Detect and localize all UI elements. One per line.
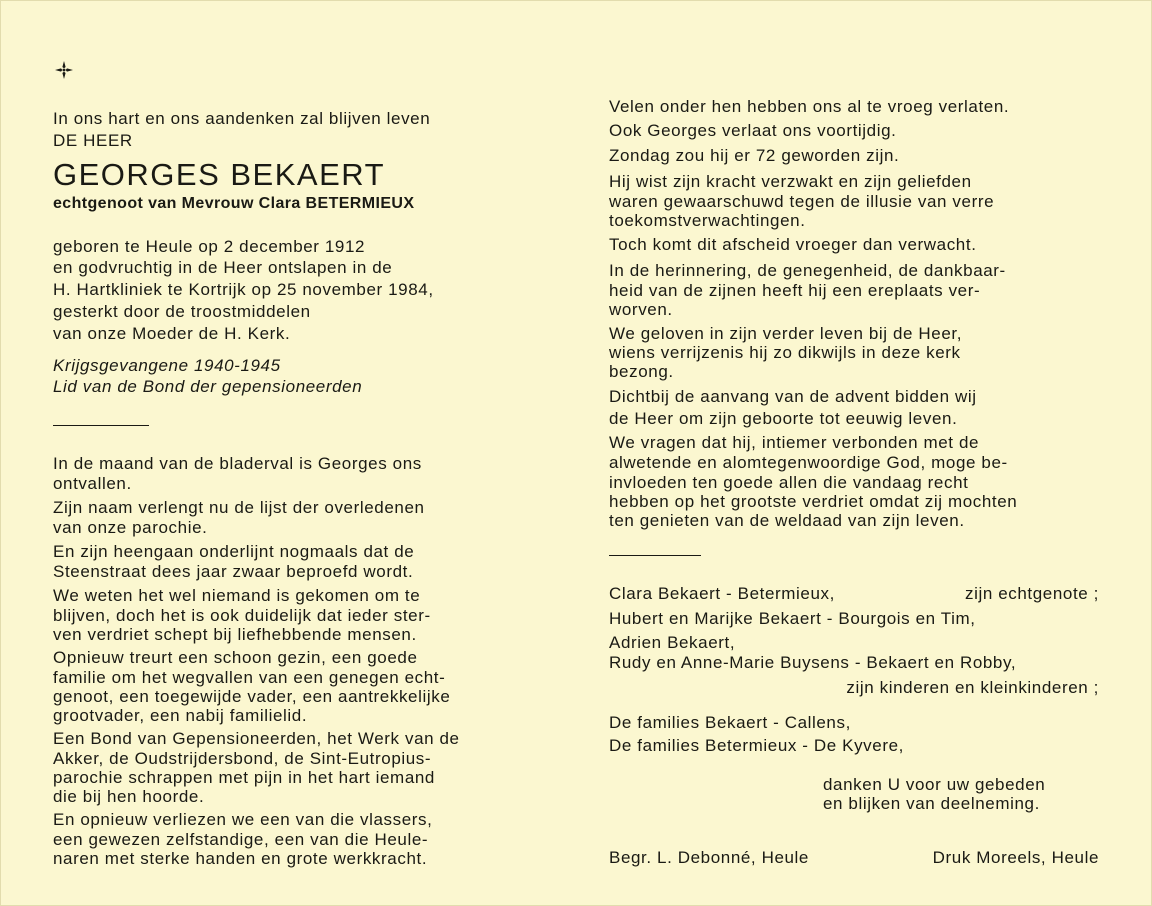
title-prefix: DE HEER <box>53 131 133 150</box>
text-line: wiens verrijzenis hij zo dikwijls in deze kerk <box>609 343 961 362</box>
text-line: Opnieuw treurt een schoon gezin, een goede <box>53 648 418 667</box>
text-line: van onze parochie. <box>53 518 208 537</box>
divider <box>53 425 149 426</box>
bio-line: H. Hartkliniek te Kortrijk op 25 november 1984, <box>53 280 434 299</box>
text-line: We vragen dat hij, intiemer verbonden met de <box>609 433 980 452</box>
text-line: Velen onder hen hebben ons al te vroeg verlaten. <box>609 97 1010 116</box>
text-line: toekomstverwachtingen. <box>609 211 806 230</box>
text-line: En opnieuw verliezen we een van die vlassers, <box>53 810 433 829</box>
text-line: waren gewaarschuwd tegen de illusie van verre <box>609 192 995 211</box>
intro-line: In ons hart en ons aandenken zal blijven leven <box>53 109 431 128</box>
text-line: Ook Georges verlaat ons voortijdig. <box>609 121 897 140</box>
text-line: die bij hen hoorde. <box>53 787 205 806</box>
text-line: heid van de zijnen heeft hij een ereplaats ver- <box>609 281 981 300</box>
text-line: ten genieten van de weldaad van zijn leven. <box>609 511 965 530</box>
thanks-line: en blijken van deelneming. <box>823 794 1040 813</box>
spouse-line: echtgenoot van Mevrouw Clara BETERMIEUX <box>53 195 415 212</box>
text-line: We weten het wel niemand is gekomen om te <box>53 586 421 605</box>
text-line: We geloven in zijn verder leven bij de Heer, <box>609 324 963 343</box>
text-line: Een Bond van Gepensioneerden, het Werk van de <box>53 729 460 748</box>
text-line: Steenstraat dees jaar zwaar beproefd wordt. <box>53 562 414 581</box>
text-line: bezong. <box>609 362 674 381</box>
text-line: Hij wist zijn kracht verzwakt en zijn geliefden <box>609 172 972 191</box>
text-line: familie om het wegvallen van een genegen echt- <box>53 668 446 687</box>
family-child: Hubert en Marijke Bekaert - Bourgois en Tim, <box>609 609 976 628</box>
text-line: Toch komt dit afscheid vroeger dan verwacht. <box>609 235 977 254</box>
family-spouse: Clara Bekaert - Betermieux, <box>609 584 835 603</box>
thanks-line: danken U voor uw gebeden <box>823 775 1046 794</box>
bio-line: geboren te Heule op 2 december 1912 <box>53 237 366 256</box>
bio-line: van onze Moeder de H. Kerk. <box>53 324 291 343</box>
text-line: een gewezen zelfstandige, een van die Heule- <box>53 830 429 849</box>
family-children-role: zijn kinderen en kleinkinderen ; <box>846 678 1099 697</box>
text-line: Akker, de Oudstrijdersbond, de Sint-Eutropius- <box>53 749 432 768</box>
text-line: blijven, doch het is ook duidelijk dat ieder ster- <box>53 606 431 625</box>
family-child: Rudy en Anne-Marie Buysens - Bekaert en Robby, <box>609 653 1017 672</box>
text-line: worven. <box>609 300 673 319</box>
text-line: Dichtbij de aanvang van de advent bidden wij <box>609 387 977 406</box>
family-line: De families Bekaert - Callens, <box>609 713 851 732</box>
printer: Druk Moreels, Heule <box>932 848 1099 867</box>
family-spouse-role: zijn echtgenote ; <box>964 584 1099 603</box>
text-line: invloeden ten goede allen die vandaag recht <box>609 473 969 492</box>
title-line: Lid van de Bond der gepensioneerden <box>53 377 363 396</box>
text-line: alwetende en alomtegenwoordige God, moge be- <box>609 453 1008 472</box>
text-line: En zijn heengaan onderlijnt nogmaals dat de <box>53 542 415 561</box>
family-child: Adrien Bekaert, <box>609 633 736 652</box>
divider <box>609 555 701 556</box>
text-line: In de maand van de bladerval is Georges ons <box>53 454 422 473</box>
text-line: In de herinnering, de genegenheid, de dankbaar- <box>609 261 1006 280</box>
text-line: ontvallen. <box>53 474 132 493</box>
text-line: de Heer om zijn geboorte tot eeuwig leven. <box>609 409 958 428</box>
deceased-name: GEORGES BEKAERT <box>53 157 386 192</box>
text-line: hebben op het grootste verdriet omdat zij mochten <box>609 492 1018 511</box>
bio-line: en godvruchtig in de Heer ontslapen in de <box>53 258 393 277</box>
text-line: naren met sterke handen en grote werkkracht. <box>53 849 428 868</box>
text-line: Zijn naam verlengt nu de lijst der overledenen <box>53 498 425 517</box>
text-line: Zondag zou hij er 72 geworden zijn. <box>609 146 900 165</box>
cross-icon <box>53 59 75 81</box>
bio-line: gesterkt door de troostmiddelen <box>53 302 311 321</box>
family-line: De families Betermieux - De Kyvere, <box>609 736 904 755</box>
text-line: ven verdriet schept bij liefhebbende mensen. <box>53 625 417 644</box>
undertaker: Begr. L. Debonné, Heule <box>609 848 809 867</box>
text-line: parochie schrappen met pijn in het hart iemand <box>53 768 435 787</box>
text-line: grootvader, een nabij familielid. <box>53 706 308 725</box>
text-line: genoot, een toegewijde vader, een aantrekkelijke <box>53 687 451 706</box>
title-line: Krijgsgevangene 1940-1945 <box>53 356 281 375</box>
